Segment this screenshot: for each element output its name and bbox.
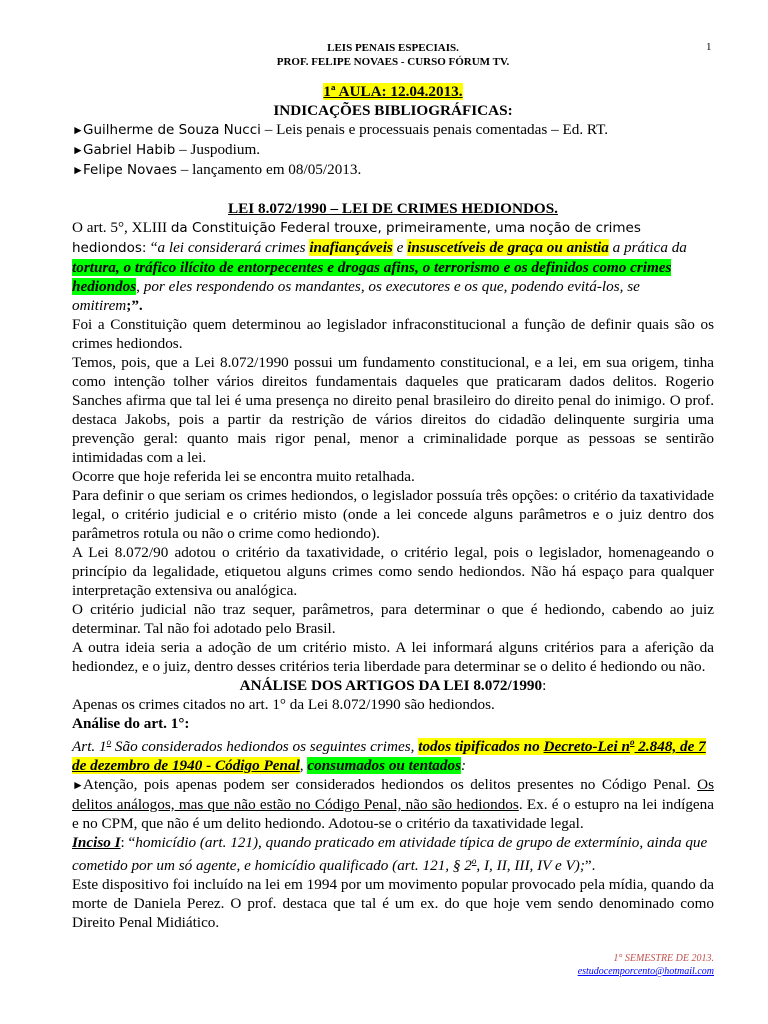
paragraph: Temos, pois, que a Lei 8.072/1990 possui um fundamento constitucional, e a lei, em sua origem, tinha como intenção tolher vários direitos fundamentais daqueles que praticaram dados delitos. Rogerio Sanches afirma que tal lei é uma presença no direito penal brasileiro do direito penal do inimigo. O prof. destaca Jakobs, pois a partir da restrição de vários direitos do cidadão delinquente surgiria uma prevenção geral: quanto mais rigor penal, menor a criminalidade porque as pessoas se sentirão intimidadas com a lei. xyxy=(72,354,714,466)
paragraph: Ocorre que hoje referida lei se encontra muito retalhada. xyxy=(72,468,415,485)
paragraph: Foi a Constituição quem determinou ao legislador infraconstitucional a função de definir quais são os crimes hediondos. xyxy=(72,316,714,352)
header-subtitle: PROF. FELIPE NOVAES - CURSO FÓRUM TV. xyxy=(276,56,510,68)
header-title: LEIS PENAIS ESPECIAIS. xyxy=(327,42,459,54)
law-heading: LEI 8.072/1990 – LEI DE CRIMES HEDIONDOS. xyxy=(228,200,558,217)
inciso-paragraph: Inciso I: “homicídio (art. 121), quando praticado em atividade típica de grupo de extermínio, ainda que cometido por um só agente, e homicídio qualificado (art. 121, § 2$^o$, I, II, III, IV e V);”. xyxy=(72,834,708,875)
aula-heading: 1ª AULA: 12.04.2013. xyxy=(323,83,463,100)
paragraph: Apenas os crimes citados no art. 1° da Lei 8.072/1990 são hediondos. xyxy=(72,696,495,713)
biblio-item: ►Felipe Novaes – lançamento em 08/05/2013. xyxy=(72,161,362,178)
biblio-item: ►Guilherme de Souza Nucci – Leis penais e processuais penais comentadas – Ed. RT. xyxy=(72,121,609,138)
paragraph: O critério judicial não traz sequer, parâmetros, para determinar o que é hediondo, cabendo ao juiz determinar. Tal não foi adotado pelo Brasil. xyxy=(72,601,714,637)
footer xyxy=(578,952,714,978)
paragraph: Para definir o que seriam os crimes hediondos, o legislador possuía três opções: o critério da taxatividade legal, o critério judicial e o critério misto (onde a lei concede alguns parâmetros e o juiz dentro dos parâmetros rotula ou não o crime como hediondo). xyxy=(72,487,714,542)
pointer-bullet-icon: ► xyxy=(72,123,84,137)
analysis-heading: ANÁLISE DOS ARTIGOS DA LEI 8.072/1990: xyxy=(239,677,547,694)
art1-heading: Análise do art. 1°: xyxy=(72,715,190,732)
biblio-heading: INDICAÇÕES BIBLIOGRÁFICAS: xyxy=(273,102,513,119)
pointer-bullet-icon: ► xyxy=(72,778,84,793)
footer-semester: 1° SEMESTRE DE 2013. xyxy=(613,953,714,964)
paragraph: A Lei 8.072/90 adotou o critério da taxatividade, o critério legal, pois o legislador, homenageando o princípio da legalidade, etiquetou alguns crimes como sendo hediondos. Não há espaço para qualquer interpretação extensiva ou analógica. xyxy=(72,544,714,599)
attention-paragraph: ►Atenção, pois apenas podem ser considerados hediondos os delitos presentes no Código Penal. Os delitos análogos, mas que não estão no Código Penal, não são hediondos. Ex. é o estupro na lei indígena e no CPM, que não é um delito hediondo. Adotou-se o critério da taxatividade legal. xyxy=(72,776,714,833)
art1-text: Art. 1$^o$ São considerados hediondos os seguintes crimes, todos tipificados no Decreto-Lei $n^o$ 2.848, de 7 de dezembro de 1940 - Código Penal, consumados ou tentados: xyxy=(72,737,706,775)
footer-email-link[interactable]: estudocemporcento@hotmail.com xyxy=(577,966,714,977)
paragraph: A outra ideia seria a adoção de um critério misto. A lei informará alguns critérios para a aferição da hediondez, e o juiz, dentro desses critérios teria liberdade para determinar se o delito é hediondo ou não. xyxy=(72,639,714,675)
document-body xyxy=(72,82,714,932)
pointer-bullet-icon: ► xyxy=(72,143,84,157)
page-number: 1 xyxy=(706,41,712,53)
art5-paragraph: O art. 5°, XLIII da Constituição Federal trouxe, primeiramente, uma noção de crimes hediondos: “a lei considerará crimes inafiançáveis e insuscetíveis de graça ou anistia a prática da tortura, o tráfico ilícito de entorpecentes e drogas afins, o terrorismo e os definidos como crimes hediondos, por eles respondendo os mandantes, os executores e os que, podendo evitá-los, se omitirem;”. xyxy=(72,219,687,314)
biblio-item: ►Gabriel Habib – Juspodium. xyxy=(72,141,261,158)
paragraph: Este dispositivo foi incluído na lei em 1994 por um movimento popular provocado pela mídia, quando da morte de Daniela Perez. O prof. destaca que tal é um ex. do que hoje vem sendo denominado como Direito Penal Midiático. xyxy=(72,876,714,932)
spacer xyxy=(72,180,714,199)
pointer-bullet-icon: ► xyxy=(72,163,84,177)
